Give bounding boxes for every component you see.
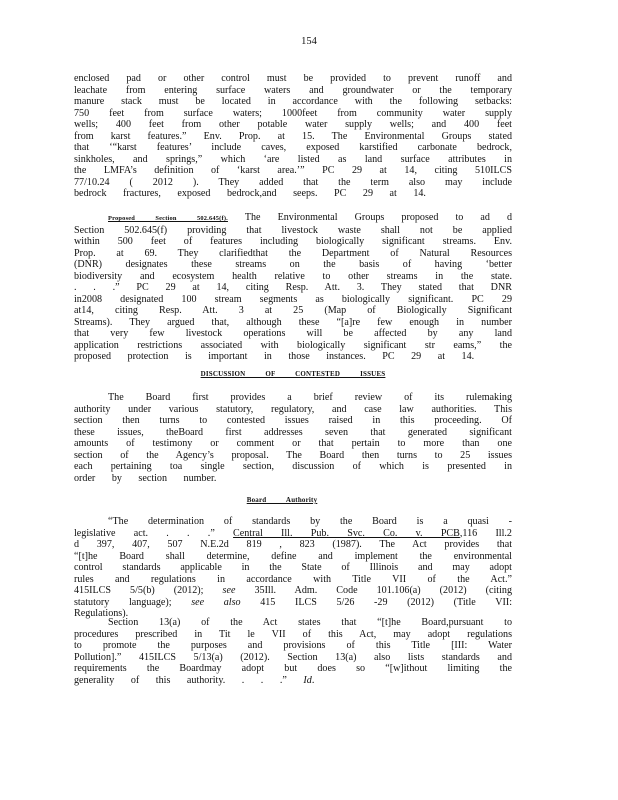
citation-text: 35Ill. Adm. Code 101.106(a) (2012) (citing statutory language); [74,585,512,608]
paragraph-text: The Environmental Groups proposed to ad d Section 502.645(f) providing that livestock waste shall not be applied within 500 feet of features including biologically significant streams. Env. Prop. at 69. They clarifiedthat the Department of Natural Resources (DNR) designates these streams on the basis of having ‘better biodiversity and ecosystem health relative to other streams in the state. . . .” PC 29 at 14, citing Resp. Att. 3. They stated that DNR in2008 designated 100 stream segments as biologically significant. PC 29 at14, citing Resp. Att. 3 at 25 (Map of Biologically Significant Streams). They argued that, although these “[a]re few enough in number that very few livestock operations will be affected by any land application restrictions associated with biologically significant str eams,” the proposed protection is important in those instances. PC 29 at 14. [74,212,513,362]
page-number: 154 [301,36,317,47]
paragraph-text-wrapper [74,212,512,363]
paragraph-text: The Board first provides a brief review of its rulemaking authority under various statutory, regulatory, and case law authorities. This section then turns to contested issues raised in this proceeding. Of these issues, theBoard first addresses seven that generated significant amounts of testimony or comment or that pertain to more than one section of the Agency’s proposal. The Board then turns to 25 issues each pertaining toa single section, discussion of which is presented in order by section number. [74,392,512,484]
heading-board-authority-wrapper [74,494,512,507]
case-citation: Central Ill. Pub. Svc. Co. v. PCB [233,527,460,539]
paragraph-proposed-section-502-645f [74,212,512,363]
citation-text: ,116 Ill.2 d 397, 407, 507 N.E.2d 819 , 823 (1987). The Act provides that “[t]he Board shall determine, define and implement the environmental control standards applicable in the State of Illinois and may adopt rules and regulations in accordance with Title VII of the Act.” 415ILCS 5/5(b) (2012); [74,527,512,596]
paragraph-text-wrapper [74,617,512,686]
section-heading-discussion: DISCUSSION OF CONTESTED ISSUES [200,370,386,378]
signal-see-also: see also [191,596,241,608]
signal-id: Id [303,674,312,686]
paragraph-section-13a [74,617,512,686]
paragraph-board-authority [74,516,512,620]
period: . [311,674,315,686]
paragraph-karst-features [74,73,512,200]
section-subheading: Proposed Section 502.645(f). [108,215,228,222]
paragraph-text: Section 13(a) of the Act states that “[t]he Board,pursuant to procedures prescribed in Tit le VII of this Act, may adopt regulations to promote the purposes and provisions of this Title [III: Water Pollution].” 415ILCS 5/13(a) (2012). Section 13(a) also lists standards and requirements the Boardmay adopt but does so “[w]ithout limiting the generality of this authority. . . .” [74,617,512,686]
citation-text: 415 ILCS 5/26 -29 (2012) (Title VII: Regulations). [74,596,513,619]
heading-discussion-wrapper [74,368,512,381]
section-heading-board-authority: Board Authority [246,496,318,504]
paragraph-text-wrapper [74,516,512,620]
paragraph-board-overview [74,392,512,484]
signal-see: see [222,585,236,596]
paragraph-text: enclosed pad or other control must be provided to prevent runoff and leachate from entering surface waters and groundwater or the temporary manure stack must be located in accordance with the following setbacks: 750 feet from surface waters; 1000feet from community water supply wells; 400 feet from other potable water supply wells; and 400 feet from karst features.” Env. Prop. at 15. The Environmental Groups stated that ‘“karst features’ include caves, exposed karstified carbonate bedrock, sinkholes, and springs,” which ‘are listed as land surface attributes in the LMFA’s definition of ‘karst area.’” PC 29 at 14, citing 510ILCS 77/10.24 ( 2012 ). They added that the term also may include bedrock fractures, exposed bedrock,and seeps. PC 29 at 14. [74,73,512,199]
quote-text: “The determination of standards by the Board is a quasi -legislative act. . . .” [74,516,512,539]
